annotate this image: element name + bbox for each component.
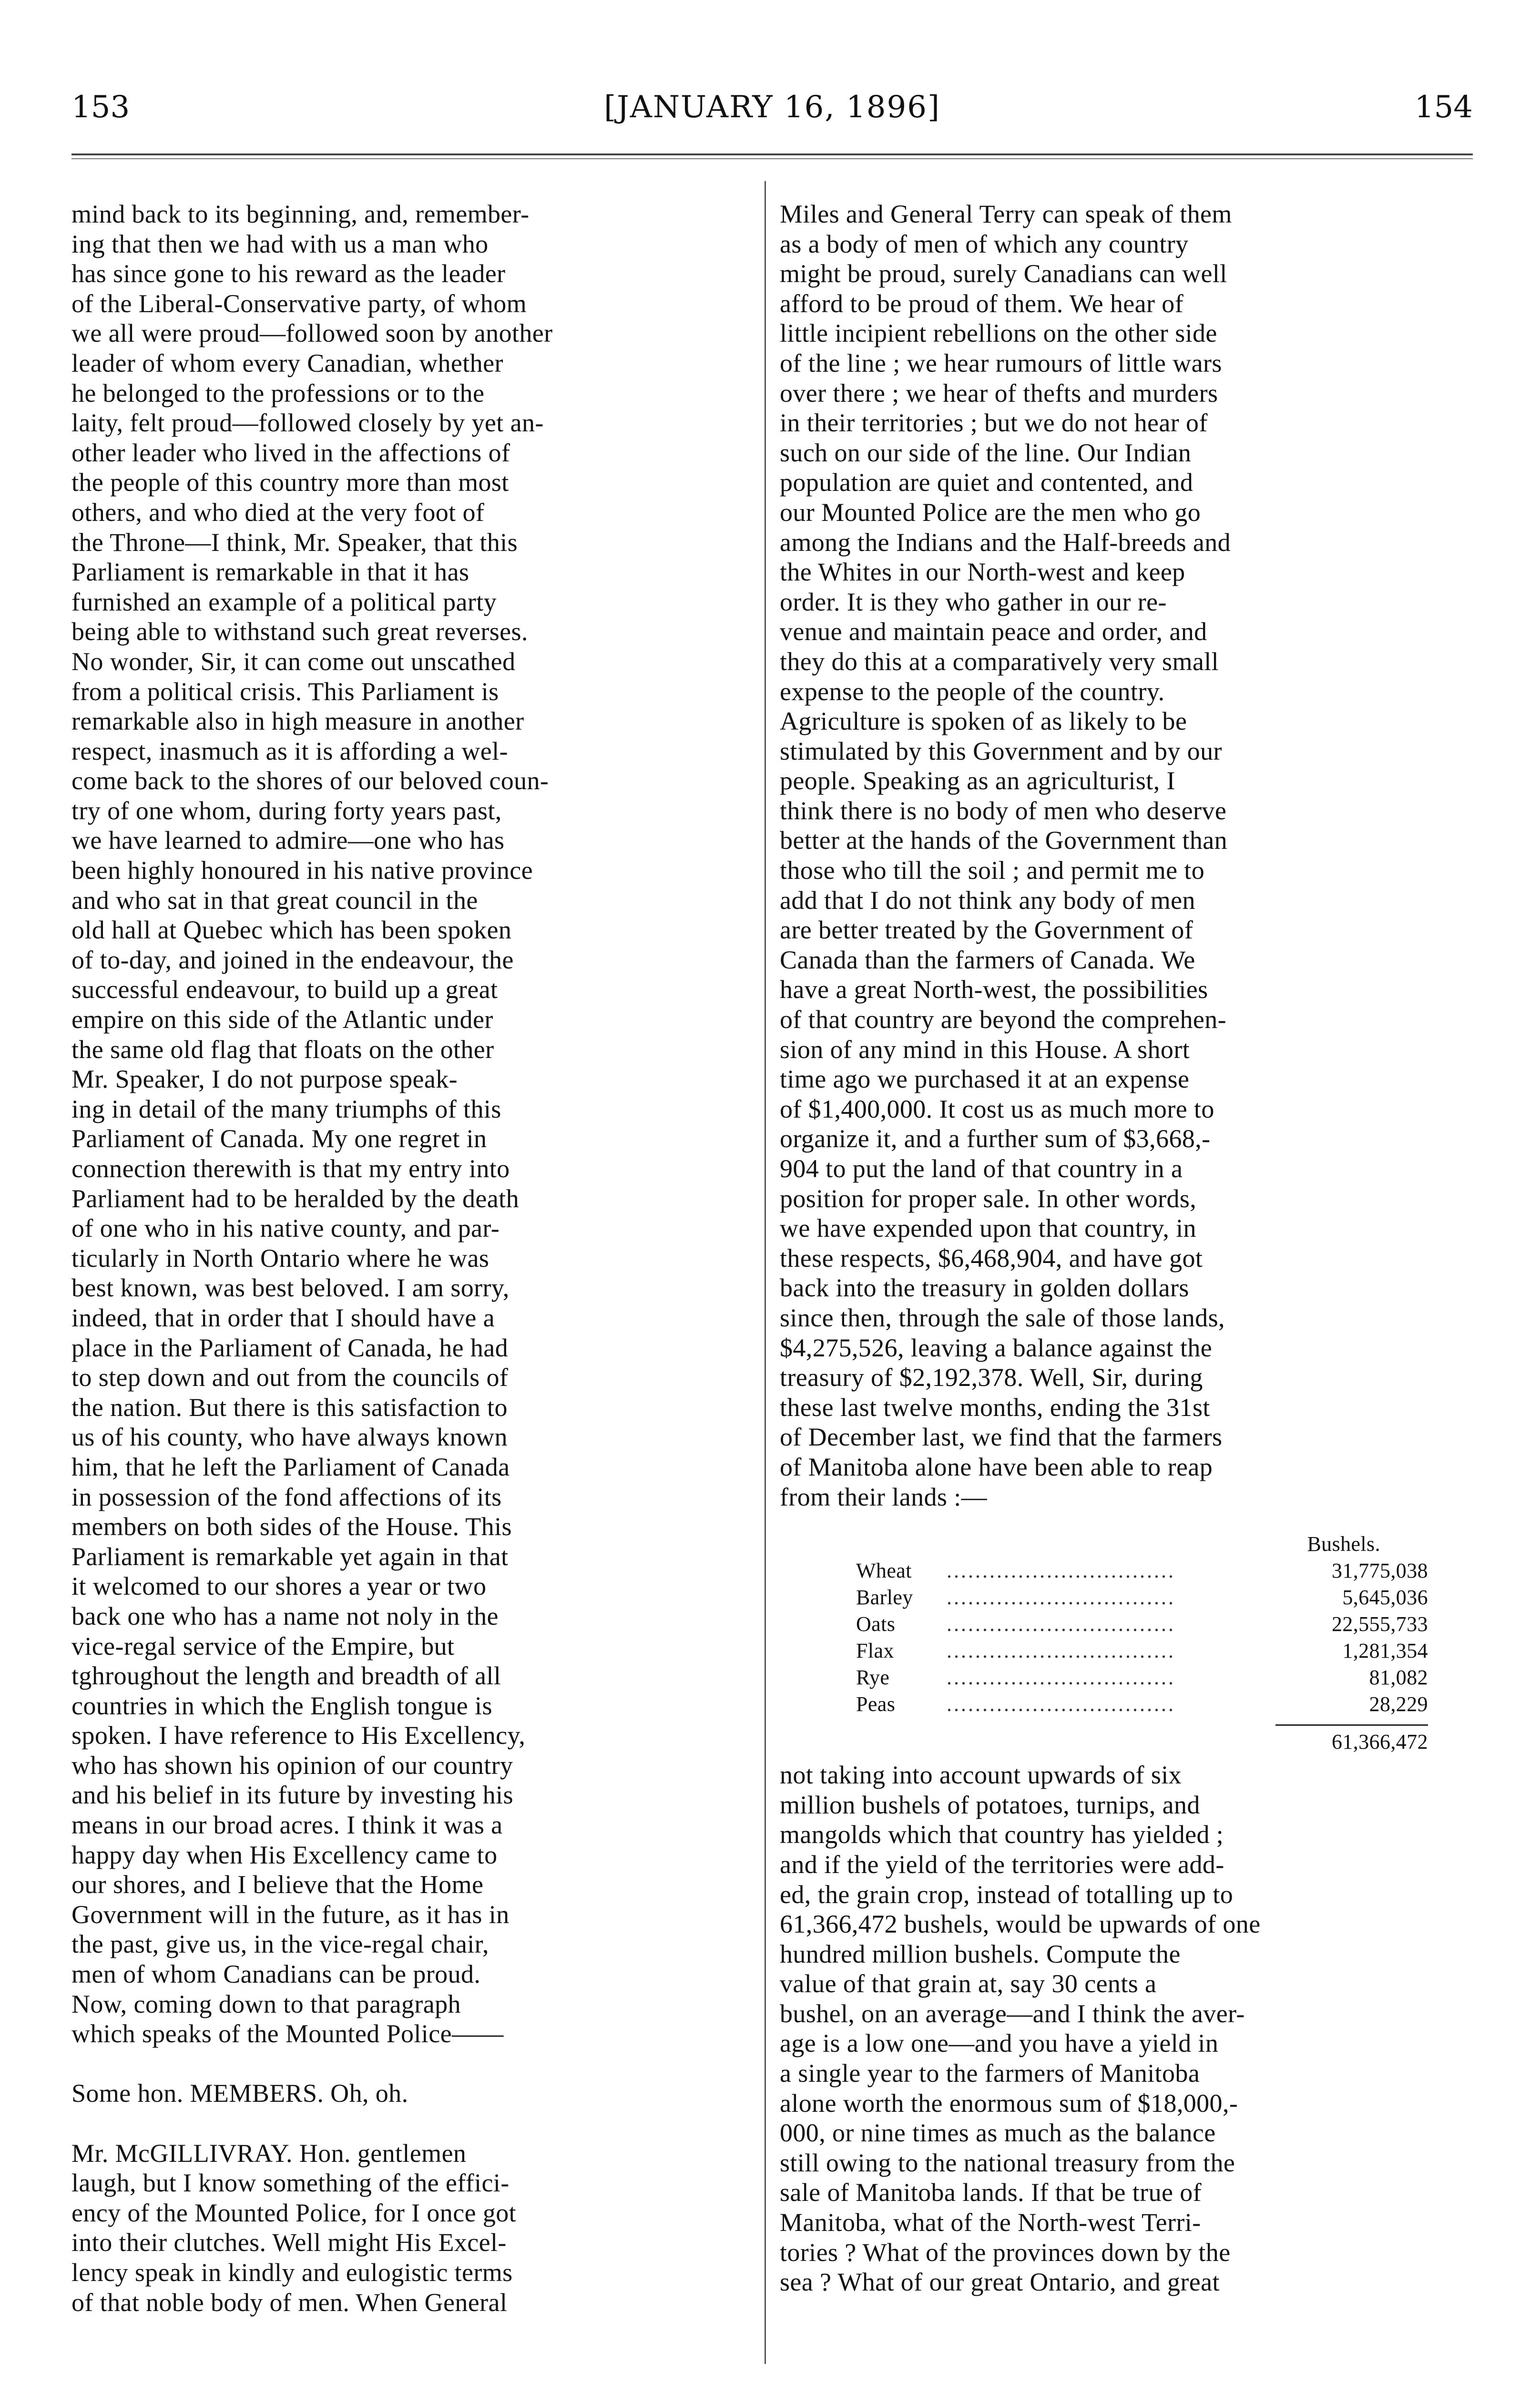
text-line: try of one whom, during forty years past,	[71, 796, 502, 825]
text-line: people. Speaking as an agriculturist, I	[780, 766, 1175, 795]
dot-leader: ................................	[947, 1666, 1175, 1690]
text-line: treasury of $2,192,378. Well, Sir, during	[780, 1363, 1203, 1392]
crop-bushels: 1,281,354	[1342, 1639, 1428, 1663]
text-line: alone worth the enormous sum of $18,000,-	[780, 2088, 1238, 2118]
text-line: the same old flag that floats on the other	[71, 1035, 494, 1064]
crop-total: 61,366,472	[1332, 1730, 1428, 1754]
text-line: venue and maintain peace and order, and	[780, 617, 1207, 646]
text-line: the nation. But there is this satisfaction to	[71, 1393, 508, 1422]
text-line: Mr. McGILLIVRAY. Hon. gentlemen	[71, 2139, 467, 2168]
text-line: afford to be proud of them. We hear of	[780, 289, 1184, 318]
text-line: Parliament is remarkable in that it has	[71, 558, 469, 587]
text-line: spoken. I have reference to His Excellency,	[71, 1721, 526, 1750]
text-line: expense to the people of the country.	[780, 677, 1165, 706]
dot-leader: ................................	[947, 1559, 1175, 1583]
crop-name: Oats	[856, 1612, 896, 1636]
text-line: stimulated by this Government and by our	[780, 736, 1222, 765]
total-rule	[1275, 1724, 1428, 1726]
text-line: mangolds which that country has yielded ;	[780, 1820, 1224, 1849]
text-line: members on both sides of the House. This	[71, 1512, 512, 1541]
text-line: age is a low one—and you have a yield in	[780, 2029, 1219, 2058]
table-row	[856, 1558, 1428, 1584]
text-line: tories ? What of the provinces down by the	[780, 2238, 1231, 2267]
text-line: and his belief in its future by investing his	[71, 1781, 513, 1810]
text-line: ing that then we had with us a man who	[71, 229, 489, 258]
text-line: we all were proud—followed soon by another	[71, 319, 553, 348]
table-row	[856, 1691, 1428, 1718]
dot-leader: ................................	[947, 1586, 1175, 1609]
text-line: of that noble body of men. When General	[71, 2288, 508, 2317]
text-line: vice-regal service of the Empire, but	[71, 1631, 455, 1660]
crop-table-header	[856, 1531, 1428, 1558]
text-line: not taking into account upwards of six	[780, 1761, 1182, 1790]
text-line: the people of this country more than most	[71, 468, 509, 497]
table-row	[856, 1584, 1428, 1611]
right-column-bottom-text	[780, 1760, 1473, 2297]
text-line: of December last, we find that the farmers	[780, 1423, 1223, 1452]
text-line: Parliament of Canada. My one regret in	[71, 1124, 487, 1153]
right-column	[780, 199, 1473, 2297]
text-line: of that country are beyond the comprehen-	[780, 1005, 1227, 1034]
text-line: leader of whom every Canadian, whether	[71, 348, 503, 377]
text-line: best known, was best beloved. I am sorry,	[71, 1273, 510, 1303]
text-line: successful endeavour, to build up a great	[71, 975, 498, 1004]
text-line: since then, through the sale of those lands,	[780, 1303, 1225, 1332]
crop-name: Flax	[856, 1639, 894, 1663]
text-line: $4,275,526, leaving a balance against the	[780, 1333, 1213, 1362]
text-line: the Whites in our North-west and keep	[780, 558, 1185, 587]
text-line: No wonder, Sir, it can come out unscathed	[71, 647, 516, 676]
crop-table-rows	[856, 1558, 1428, 1718]
text-line: laugh, but I know something of the effici-	[71, 2169, 510, 2198]
text-line: order. It is they who gather in our re-	[780, 587, 1167, 616]
dot-leader: ................................	[947, 1612, 1175, 1636]
bushels-header: Bushels.	[1307, 1532, 1380, 1556]
text-line: it welcomed to our shores a year or two	[71, 1572, 487, 1601]
text-line: laity, felt proud—followed closely by yet an-	[71, 408, 544, 438]
text-line: as a body of men of which any country	[780, 229, 1189, 258]
text-line: ticularly in North Ontario where he was	[71, 1243, 490, 1273]
text-line: bushel, on an average—and I think the aver-	[780, 1999, 1245, 2028]
text-line: of one who in his native county, and par-	[71, 1214, 500, 1243]
text-line: we have expended upon that country, in	[780, 1214, 1196, 1243]
text-line: others, and who died at the very foot of	[71, 498, 485, 527]
text-line: population are quiet and contented, and	[780, 468, 1193, 497]
text-line: sea ? What of our great Ontario, and great	[780, 2268, 1220, 2297]
text-line: 000, or nine times as much as the balance	[780, 2118, 1216, 2148]
page-number-right: 154	[1414, 90, 1473, 125]
page-header	[71, 83, 1473, 131]
text-line: remarkable also in high measure in another	[71, 707, 524, 736]
text-line: these last twelve months, ending the 31st	[780, 1393, 1210, 1422]
text-line: Mr. Speaker, I do not purpose speak-	[71, 1065, 458, 1094]
crop-table	[856, 1531, 1428, 1755]
text-line: who has shown his opinion of our country	[71, 1751, 513, 1780]
crop-name: Wheat	[856, 1559, 912, 1583]
text-line: men of whom Canadians can be proud.	[71, 1960, 481, 1989]
text-line: we have learned to admire—one who has	[71, 826, 505, 855]
text-line: Government will in the future, as it has in	[71, 1900, 510, 1929]
text-line: indeed, that in order that I should have a	[71, 1303, 495, 1332]
text-line: a single year to the farmers of Manitoba	[780, 2059, 1200, 2088]
text-line: 61,366,472 bushels, would be upwards of one	[780, 1910, 1261, 1939]
text-line: and who sat in that great council in the	[71, 886, 478, 915]
text-line: the past, give us, in the vice-regal chair,	[71, 1930, 489, 1959]
text-line: 904 to put the land of that country in a	[780, 1154, 1183, 1183]
text-line: from their lands :—	[780, 1482, 988, 1511]
text-line: value of that grain at, say 30 cents a	[780, 1969, 1157, 1998]
text-line: back into the treasury in golden dollars	[780, 1273, 1189, 1303]
crop-name: Barley	[856, 1586, 913, 1609]
text-line: add that I do not think any body of men	[780, 886, 1195, 915]
crop-bushels: 81,082	[1369, 1666, 1428, 1690]
text-line: Parliament is remarkable yet again in that	[71, 1542, 509, 1571]
text-line: hundred million bushels. Compute the	[780, 1939, 1181, 1968]
text-line: which speaks of the Mounted Police——	[71, 2019, 504, 2048]
text-line: of Manitoba alone have been able to reap	[780, 1452, 1213, 1481]
text-line: better at the hands of the Government than	[780, 826, 1227, 855]
header-date: [JANUARY 16, 1896]	[604, 90, 940, 125]
text-line: been highly honoured in his native province	[71, 856, 533, 885]
text-line: sion of any mind in this House. A short	[780, 1035, 1190, 1064]
crop-bushels: 5,645,036	[1342, 1586, 1428, 1609]
text-line: us of his county, who have always known	[71, 1423, 508, 1452]
text-line: time ago we purchased it at an expense	[780, 1065, 1190, 1094]
text-line: Now, coming down to that paragraph	[71, 1989, 461, 2018]
left-column	[71, 199, 748, 2317]
text-line: ing in detail of the many triumphs of this	[71, 1094, 501, 1123]
text-line: and if the yield of the territories were add-	[780, 1850, 1224, 1879]
text-line: are better treated by the Government of	[780, 916, 1193, 945]
dot-leader: ................................	[947, 1639, 1175, 1663]
text-line: of to-day, and joined in the endeavour, the	[71, 945, 514, 974]
crop-name: Peas	[856, 1692, 896, 1716]
text-line: think there is no body of men who deserve	[780, 796, 1227, 825]
text-line: million bushels of potatoes, turnips, and	[780, 1790, 1200, 1819]
text-line: over there ; we hear of thefts and murders	[780, 378, 1218, 407]
text-line: our shores, and I believe that the Home	[71, 1870, 484, 1899]
text-line: such on our side of the line. Our Indian	[780, 438, 1192, 467]
text-line: old hall at Quebec which has been spoken	[71, 916, 512, 945]
table-row	[856, 1638, 1428, 1664]
text-line: respect, inasmuch as it is affording a wel-	[71, 736, 508, 765]
text-line	[71, 2049, 748, 2079]
text-line: empire on this side of the Atlantic under	[71, 1005, 493, 1034]
text-line: of the Liberal-Conservative party, of whom	[71, 289, 527, 318]
right-column-top-text	[780, 199, 1473, 1512]
text-line: he belonged to the professions or to the	[71, 378, 485, 407]
text-line: countries in which the English tongue is	[71, 1691, 492, 1720]
text-line: they do this at a comparatively very small	[780, 647, 1219, 676]
text-line: Canada than the farmers of Canada. We	[780, 945, 1195, 974]
crop-name: Rye	[856, 1666, 890, 1690]
header-rule	[71, 153, 1473, 159]
text-line: back one who has a name not noly in the	[71, 1601, 499, 1630]
text-line: ed, the grain crop, instead of totalling up to	[780, 1880, 1234, 1909]
table-row	[856, 1611, 1428, 1638]
text-line: being able to withstand such great reverses.	[71, 617, 528, 646]
text-line: our Mounted Police are the men who go	[780, 498, 1201, 527]
text-line: tghroughout the length and breadth of all	[71, 1661, 501, 1691]
text-line: Agriculture is spoken of as likely to be	[780, 707, 1187, 736]
table-row	[856, 1664, 1428, 1691]
text-line: connection therewith is that my entry into	[71, 1154, 510, 1183]
text-line: Manitoba, what of the North-west Terri-	[780, 2208, 1201, 2237]
text-line: position for proper sale. In other words,	[780, 1184, 1197, 1213]
text-line: to step down and out from the councils of	[71, 1363, 509, 1392]
text-line: mind back to its beginning, and, remember-	[71, 200, 530, 228]
text-line: him, that he left the Parliament of Canada	[71, 1452, 510, 1481]
text-line: the Throne—I think, Mr. Speaker, that this	[71, 528, 518, 557]
text-line: little incipient rebellions on the other side	[780, 319, 1217, 348]
text-line	[71, 2108, 748, 2139]
text-line: come back to the shores of our beloved coun-	[71, 766, 549, 795]
text-line: have a great North-west, the possibilities	[780, 975, 1208, 1004]
text-line: into their clutches. Well might His Excel-	[71, 2228, 507, 2257]
text-line: in their territories ; but we do not hear of	[780, 408, 1208, 438]
text-line: these respects, $6,468,904, and have got	[780, 1243, 1203, 1273]
text-line: place in the Parliament of Canada, he had	[71, 1333, 509, 1362]
text-line: other leader who lived in the affections of	[71, 438, 510, 467]
text-line: among the Indians and the Half-breeds and	[780, 528, 1231, 557]
text-line: of the line ; we hear rumours of little wars	[780, 348, 1222, 377]
text-line: in possession of the fond affections of its	[71, 1482, 502, 1511]
text-line: sale of Manitoba lands. If that be true of	[780, 2178, 1202, 2207]
crop-bushels: 22,555,733	[1332, 1612, 1428, 1636]
text-line: furnished an example of a political party	[71, 587, 497, 616]
text-line: happy day when His Excellency came to	[71, 1840, 498, 1869]
text-line: Parliament had to be heralded by the death	[71, 1184, 519, 1213]
text-line: of $1,400,000. It cost us as much more to	[780, 1094, 1214, 1123]
text-line: still owing to the national treasury from the	[780, 2148, 1235, 2177]
crop-bushels: 28,229	[1369, 1692, 1428, 1716]
text-line: Miles and General Terry can speak of them	[780, 200, 1232, 228]
text-line: might be proud, surely Canadians can well	[780, 259, 1227, 288]
text-line: has since gone to his reward as the leader	[71, 259, 506, 288]
dot-leader: ................................	[947, 1692, 1175, 1716]
text-line: ency of the Mounted Police, for I once got	[71, 2198, 517, 2227]
crop-bushels: 31,775,038	[1332, 1559, 1428, 1583]
column-divider	[765, 181, 766, 2364]
text-line: from a political crisis. This Parliament is	[71, 677, 499, 706]
text-line: means in our broad acres. I think it was a	[71, 1811, 503, 1840]
text-line: Some hon. MEMBERS. Oh, oh.	[71, 2079, 408, 2108]
text-line: lency speak in kindly and eulogistic terms	[71, 2258, 513, 2287]
page-number-left: 153	[71, 90, 130, 125]
text-line: organize it, and a further sum of $3,668,-	[780, 1124, 1211, 1153]
text-line: those who till the soil ; and permit me to	[780, 856, 1205, 885]
